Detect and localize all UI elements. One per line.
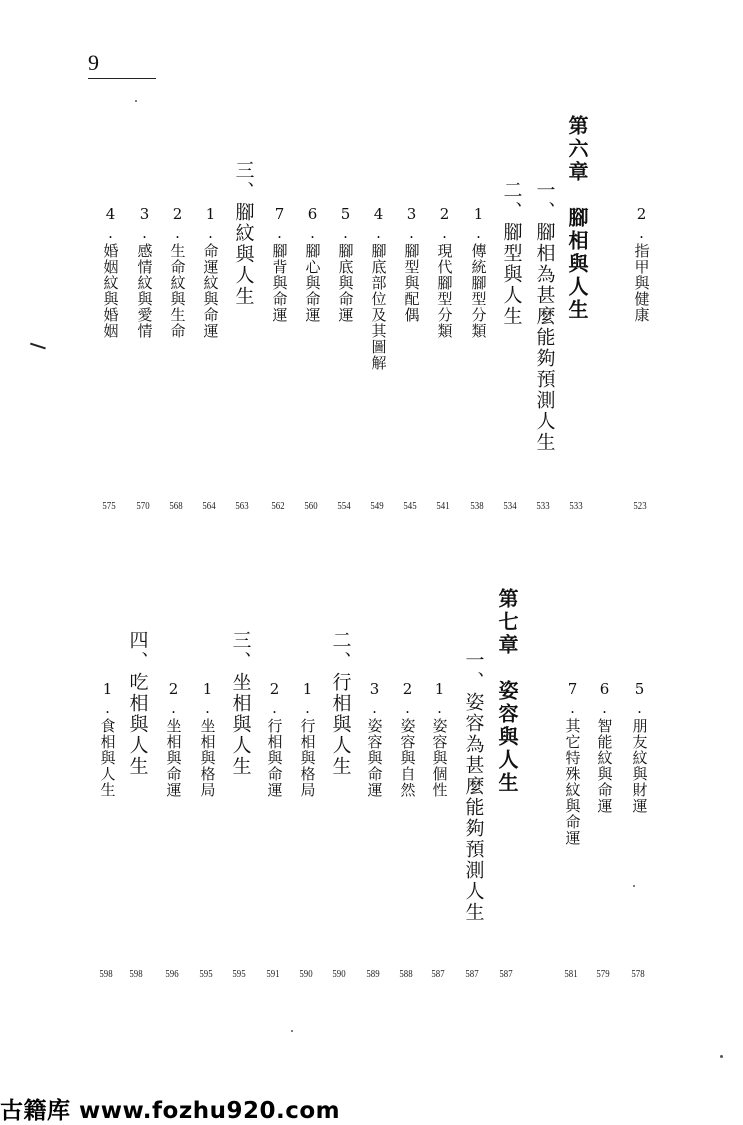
toc-page-number: 568 <box>169 500 183 512</box>
toc-page-number: 587 <box>499 968 513 980</box>
toc-item-title: 3.腳型與配偶 <box>402 205 421 323</box>
toc-item-title: 2.坐相與命運 <box>164 680 183 798</box>
toc-page-number: 538 <box>470 500 484 512</box>
toc-page-number: 545 <box>403 500 417 512</box>
toc-section-title: 四、吃相與人生 <box>126 630 149 777</box>
scan-speck <box>633 885 635 887</box>
toc-item-title: 1.傳統腳型分類 <box>469 205 488 339</box>
toc-page-number: 575 <box>102 500 116 512</box>
toc-item-title: 6.腳心與命運 <box>303 205 322 323</box>
toc-page-number: 598 <box>99 968 113 980</box>
toc-item-title: 7.其它特殊紋與命運 <box>563 680 582 846</box>
toc-page-number: 590 <box>332 968 346 980</box>
toc-section-title: 二、行相與人生 <box>329 630 352 777</box>
toc-item-title: 7.腳背與命運 <box>270 205 289 323</box>
toc-page-number: 533 <box>536 500 550 512</box>
toc-page-number: 578 <box>631 968 645 980</box>
toc-page-number: 533 <box>569 500 583 512</box>
toc-section-title: 二、腳型與人生 <box>500 180 523 327</box>
toc-page-number: 591 <box>266 968 280 980</box>
toc-item-title: 2.生命紋與生命 <box>168 205 187 339</box>
watermark: 古籍库 www.fozhu920.com <box>0 1092 344 1125</box>
toc-item-title: 5.朋友紋與財運 <box>630 680 649 814</box>
toc-page-number: 581 <box>564 968 578 980</box>
toc-item-title: 1.行相與格局 <box>298 680 317 798</box>
toc-page-number: 579 <box>596 968 610 980</box>
toc-section-title: 三、坐相與人生 <box>229 630 252 777</box>
toc-item-title: 2.行相與命運 <box>265 680 284 798</box>
toc-page-number: 562 <box>271 500 285 512</box>
toc-page-number: 588 <box>399 968 413 980</box>
toc-item-title: 1.食相與人生 <box>98 680 117 798</box>
toc-chapter-title: 第六章 腳相與人生 <box>565 115 589 322</box>
toc-page-number: 589 <box>366 968 380 980</box>
toc-page-number: 523 <box>633 500 647 512</box>
toc-item-title: 2.指甲與健康 <box>632 205 651 323</box>
scan-speck <box>720 1055 723 1058</box>
toc-item-title: 6.智能紋與命運 <box>595 680 614 814</box>
toc-section-title: 三、腳紋與人生 <box>232 160 255 307</box>
toc-item-title: 2.現代腳型分類 <box>435 205 454 339</box>
toc-page-number: 554 <box>337 500 351 512</box>
page-number-rule <box>88 78 156 79</box>
toc-item-title: 2.姿容與自然 <box>398 680 417 798</box>
toc-page-number: 587 <box>431 968 445 980</box>
toc-section-title: 一、腳相為甚麼能夠預測人生 <box>533 180 556 453</box>
toc-item-title: 5.腳底與命運 <box>336 205 355 323</box>
toc-page-number: 595 <box>199 968 213 980</box>
toc-page-number: 549 <box>370 500 384 512</box>
page-number: 9 <box>88 50 99 75</box>
toc-page-number: 590 <box>299 968 313 980</box>
toc-page-number: 560 <box>304 500 318 512</box>
toc-page-number: 595 <box>232 968 246 980</box>
toc-item-title: 3.感情紋與愛情 <box>135 205 154 339</box>
toc-page-number: 534 <box>503 500 517 512</box>
toc-item-title: 1.坐相與格局 <box>198 680 217 798</box>
toc-section-title: 一、姿容為甚麼能夠預測人生 <box>462 650 485 923</box>
scan-speck <box>135 100 137 102</box>
toc-chapter-title: 第七章 姿容與人生 <box>495 588 519 795</box>
toc-page-number: 570 <box>136 500 150 512</box>
toc-item-title: 1.姿容與個性 <box>430 680 449 798</box>
toc-page-number: 563 <box>235 500 249 512</box>
scan-stroke-mark <box>30 343 46 349</box>
toc-page-number: 587 <box>465 968 479 980</box>
toc-page-number: 564 <box>202 500 216 512</box>
toc-page-number: 596 <box>165 968 179 980</box>
toc-item-title: 1.命運紋與命運 <box>201 205 220 339</box>
toc-page-number: 541 <box>436 500 450 512</box>
toc-page-number: 598 <box>129 968 143 980</box>
toc-item-title: 4.腳底部位及其圖解 <box>369 205 388 371</box>
scan-speck <box>291 1030 293 1032</box>
toc-item-title: 4.婚姻紋與婚姻 <box>101 205 120 339</box>
toc-item-title: 3.姿容與命運 <box>365 680 384 798</box>
